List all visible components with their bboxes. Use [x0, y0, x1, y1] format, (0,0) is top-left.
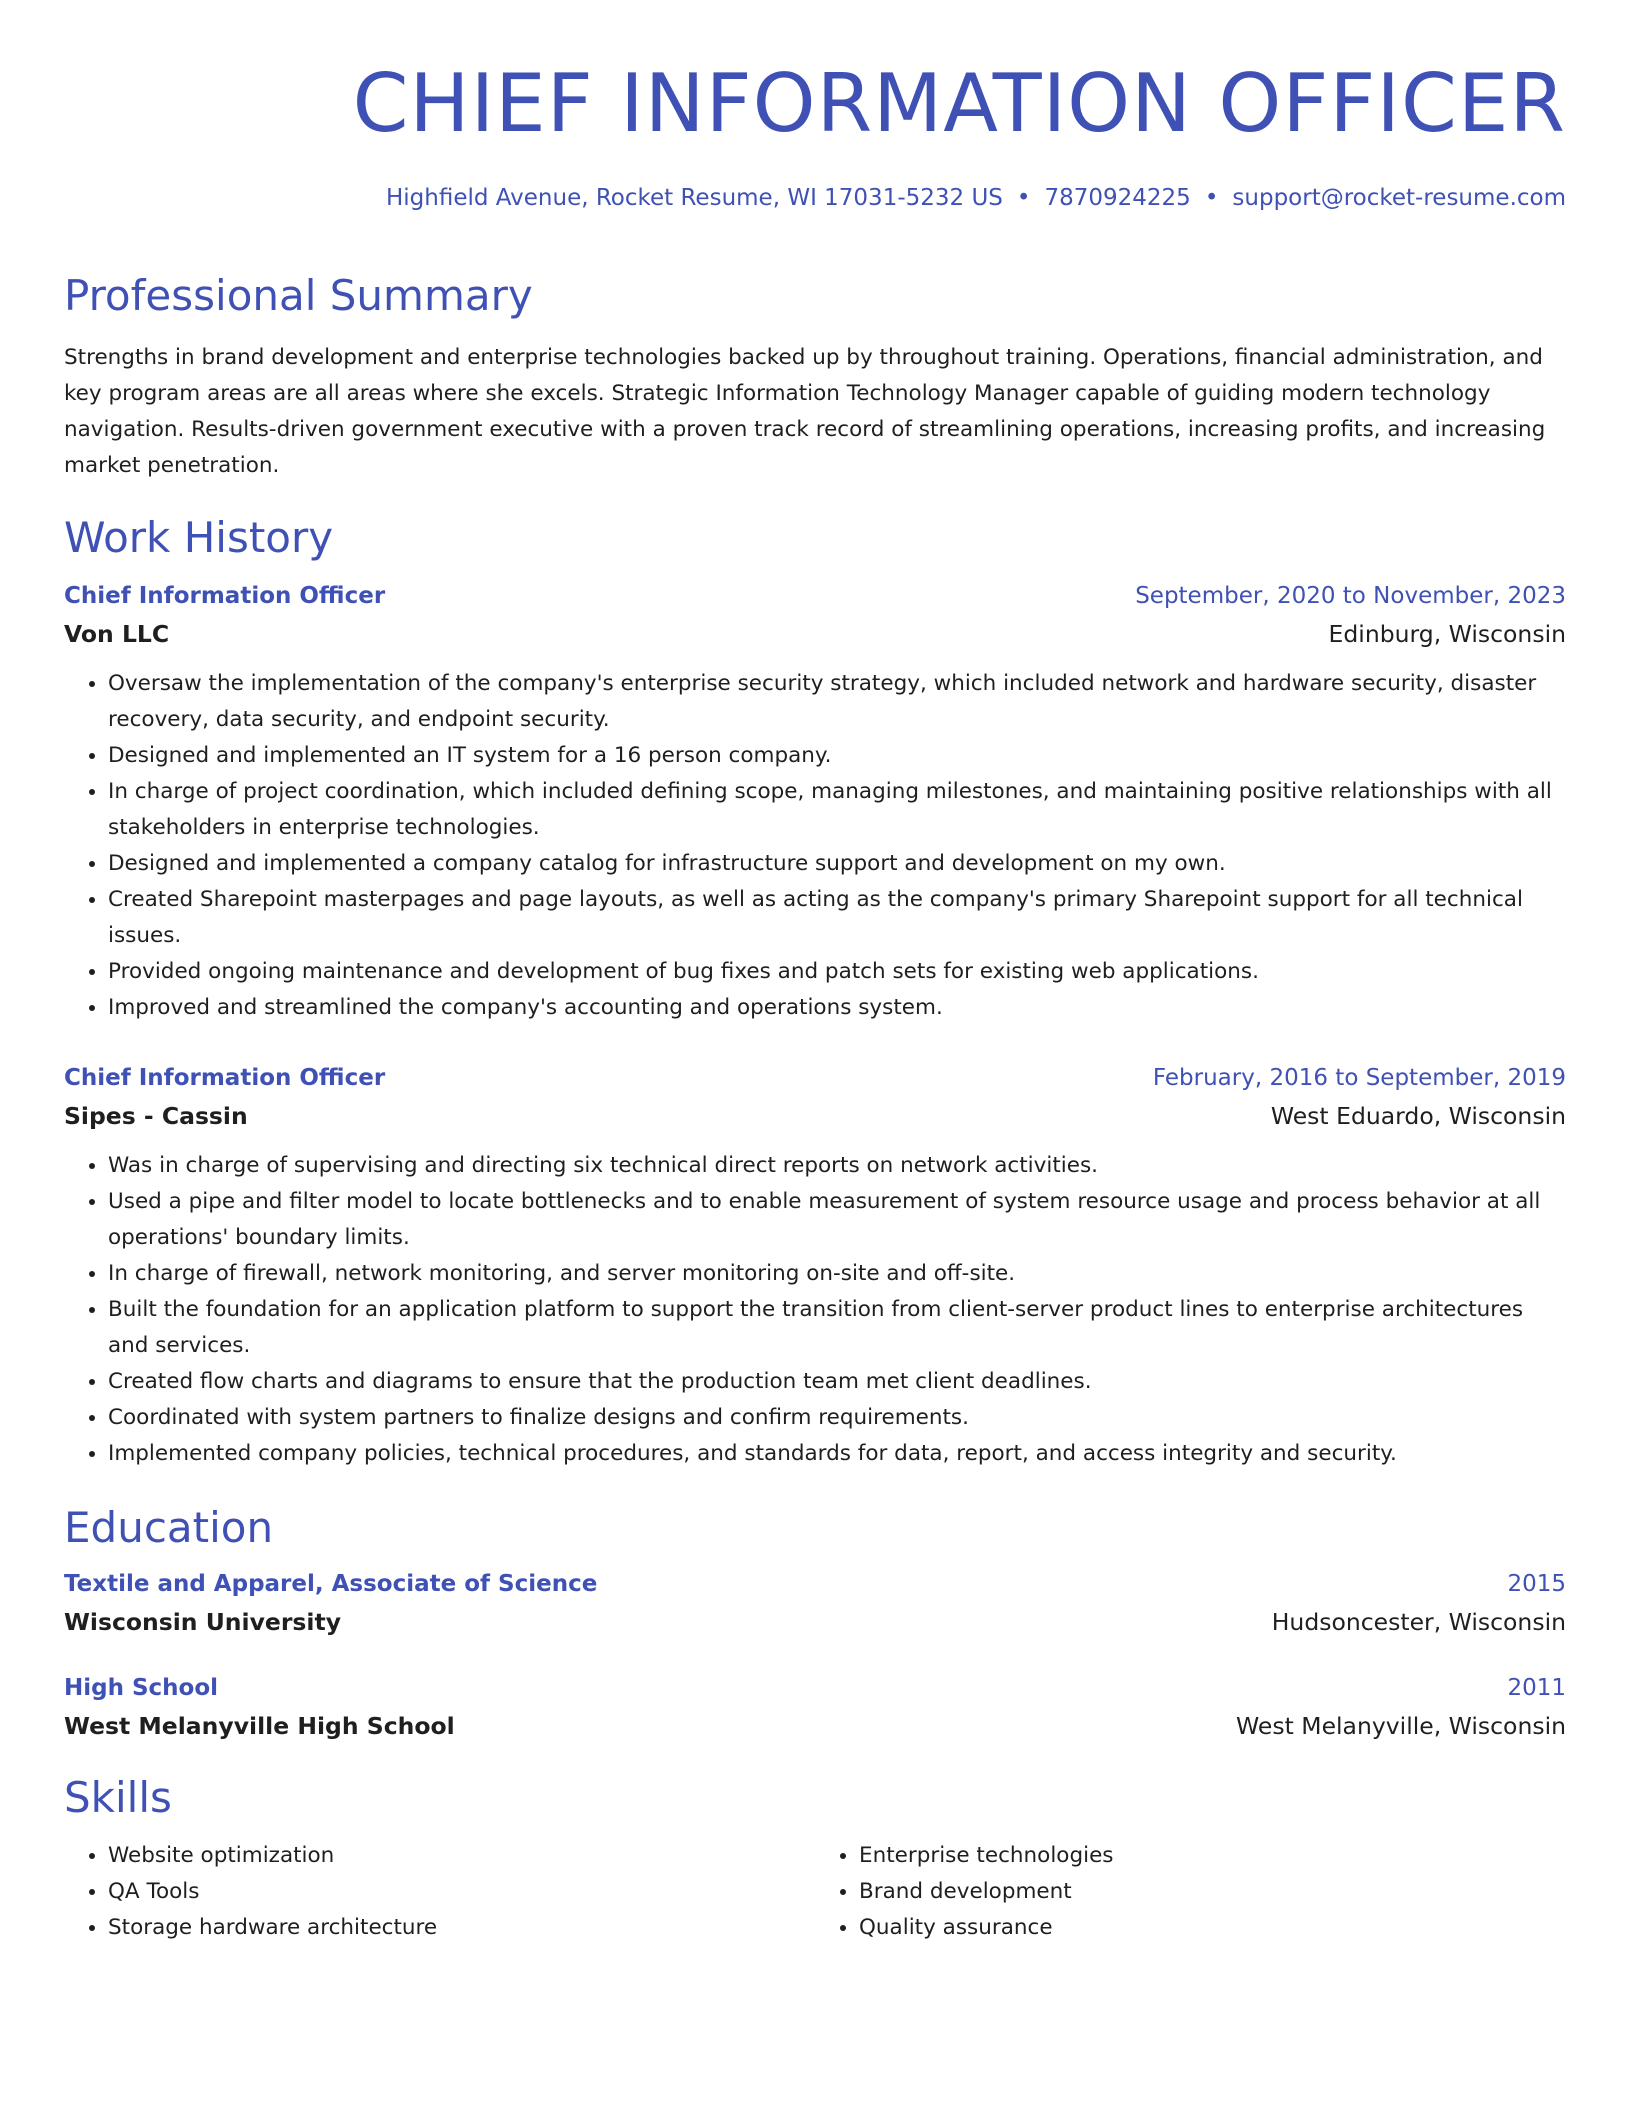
job-bullets — [64, 666, 1566, 1026]
job-bullet: • Was in charge of supervising and directing six technical direct reports on network activities. — [108, 1148, 1566, 1184]
education-entry — [64, 1670, 1566, 1746]
job-title: Chief Information Officer — [64, 583, 386, 609]
job-bullet: • Built the foundation for an application platform to support the transition from client-server product lines to enterprise architectures and services. — [108, 1292, 1566, 1364]
job-bullet: • Provided ongoing maintenance and development of bug fixes and patch sets for existing web applications. — [108, 954, 1566, 990]
skills-column-right — [815, 1838, 1566, 1946]
resume-header — [64, 0, 1566, 214]
skills-grid — [64, 1838, 1566, 1946]
job-bullet: • Used a pipe and filter model to locate bottlenecks and to enable measurement of system resource usage and process behavior at all operations' boundary limits. — [108, 1184, 1566, 1256]
education-degree: Textile and Apparel, Associate of Science — [64, 1571, 598, 1597]
job-bullet: • Created flow charts and diagrams to ensure that the production team met client deadlines. — [108, 1364, 1566, 1400]
job-bullets — [64, 1148, 1566, 1472]
contact-separator: • — [1204, 185, 1219, 211]
contact-phone: 7870924225 — [1044, 185, 1191, 211]
education-year: 2011 — [1507, 1675, 1566, 1701]
contact-separator: • — [1016, 185, 1031, 211]
education-year: 2015 — [1507, 1571, 1566, 1597]
job-bullet: • Improved and streamlined the company's accounting and operations system. — [108, 990, 1566, 1026]
job-location: West Eduardo, Wisconsin — [1270, 1102, 1566, 1130]
education-degree: High School — [64, 1675, 219, 1701]
job-bullet: • Implemented company policies, technical procedures, and standards for data, report, and access integrity and security. — [108, 1436, 1566, 1472]
job-company: Von LLC — [64, 620, 170, 648]
summary-heading: Professional Summary — [64, 271, 533, 320]
job-bullet: • Created Sharepoint masterpages and page layouts, as well as acting as the company's primary Sharepoint support for all technical issues. — [108, 882, 1566, 954]
education-school: West Melanyville High School — [64, 1712, 455, 1740]
skills-heading: Skills — [64, 1773, 172, 1822]
skill-item: • Quality assurance — [859, 1910, 1566, 1946]
skill-item: • Website optimization — [108, 1838, 815, 1874]
job-bullet: • In charge of firewall, network monitoring, and server monitoring on-site and off-site. — [108, 1256, 1566, 1292]
education-header-row — [64, 1566, 1566, 1602]
contact-email: support@rocket-resume.com — [1232, 185, 1566, 211]
education-location: West Melanyville, Wisconsin — [1236, 1712, 1566, 1740]
education-header-row — [64, 1670, 1566, 1706]
resume-page — [64, 0, 1566, 1946]
skill-item: • Brand development — [859, 1874, 1566, 1910]
job-header-row — [64, 1060, 1566, 1096]
skill-item: • Enterprise technologies — [859, 1838, 1566, 1874]
job-bullet: • Designed and implemented an IT system for a 16 person company. — [108, 738, 1566, 774]
work-history-heading: Work History — [64, 513, 334, 562]
job-dates: September, 2020 to November, 2023 — [1135, 583, 1566, 609]
education-school-row — [64, 1706, 1566, 1746]
job-company: Sipes - Cassin — [64, 1102, 248, 1130]
job-entry — [64, 578, 1566, 1026]
skill-item: • QA Tools — [108, 1874, 815, 1910]
education-heading: Education — [64, 1503, 274, 1552]
summary-text: Strengths in brand development and enterprise technologies backed up by throughout training. Operations, financial administration, and key program areas are all areas where she excels. Strategic Information Technology Manager capable of guiding modern technology navigation. Results-driven government executive with a proven track record of streamlining operations, increasing profits, and increasing market penetration. — [64, 345, 1546, 478]
skills-column-left — [64, 1838, 815, 1946]
job-bullet: • Designed and implemented a company catalog for infrastructure support and development on my own. — [108, 846, 1566, 882]
education-entry — [64, 1566, 1566, 1642]
job-bullet: • Oversaw the implementation of the company's enterprise security strategy, which included network and hardware security, disaster recovery, data security, and endpoint security. — [108, 666, 1566, 738]
education-school-row — [64, 1602, 1566, 1642]
skill-item: • Storage hardware architecture — [108, 1910, 815, 1946]
contact-line — [64, 182, 1566, 214]
job-title: Chief Information Officer — [64, 1065, 386, 1091]
job-company-row — [64, 1096, 1566, 1136]
job-location: Edinburg, Wisconsin — [1328, 620, 1566, 648]
education-location: Hudsoncester, Wisconsin — [1271, 1608, 1566, 1636]
skills-list — [64, 1838, 815, 1946]
job-bullet: • In charge of project coordination, which included defining scope, managing milestones, and maintaining positive relationships with all stakeholders in enterprise technologies. — [108, 774, 1566, 846]
resume-title: CHIEF INFORMATION OFFICER — [352, 57, 1566, 150]
job-company-row — [64, 614, 1566, 654]
job-bullet: • Coordinated with system partners to finalize designs and confirm requirements. — [108, 1400, 1566, 1436]
contact-address: Highfield Avenue, Rocket Resume, WI 17031-5232 US — [385, 185, 1003, 211]
skills-list — [815, 1838, 1566, 1946]
job-header-row — [64, 578, 1566, 614]
education-school: Wisconsin University — [64, 1608, 342, 1636]
job-entry — [64, 1060, 1566, 1472]
job-dates: February, 2016 to September, 2019 — [1152, 1065, 1566, 1091]
